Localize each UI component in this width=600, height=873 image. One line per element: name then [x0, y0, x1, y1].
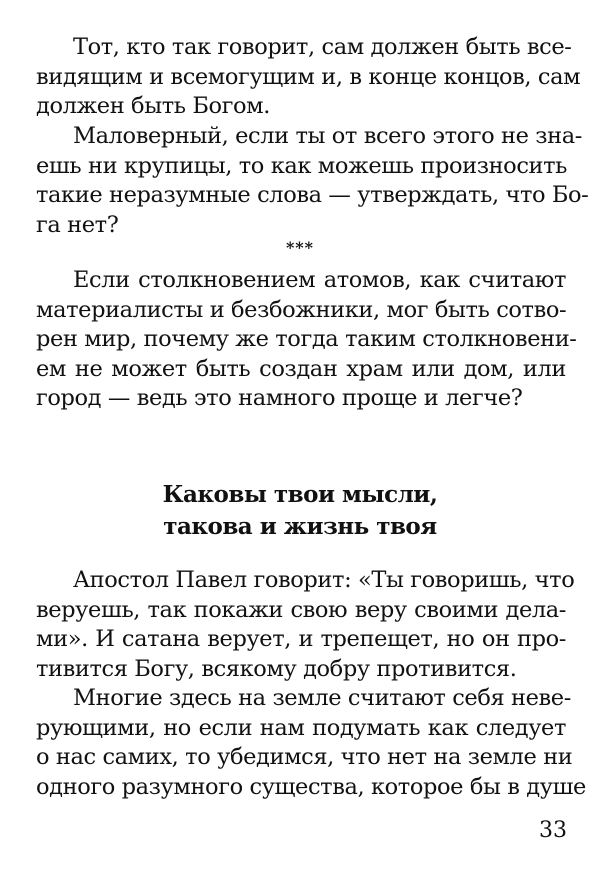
text-line: одного разумного существа, которое бы в душе [36, 773, 586, 800]
text-line: рующими, но если нам подумать как следует [36, 714, 566, 741]
text-line: видящим и всемогущим и, в конце концов, сам [36, 63, 581, 90]
text-line: веруешь, так покажи свою веру своими дела- [36, 596, 566, 623]
text-line: ми». И сатана верует, и трепещет, но он про- [36, 626, 566, 652]
text-line: материалисты и безбожники, мог быть сотво- [36, 296, 567, 323]
text-line: Многие здесь на земле считают себя неве- [73, 685, 571, 711]
text-line: о нас самих, то убедимся, что нет на земле ни [36, 744, 573, 770]
text-line: город — ведь это намного проще и легче? [36, 385, 523, 411]
section-heading [0, 479, 600, 543]
paragraph [36, 566, 575, 684]
paragraph [36, 684, 586, 802]
text-line: Маловерный, если ты от всего этого не зна- [73, 123, 582, 149]
paragraph [36, 266, 577, 414]
section-heading-line: Каковы твои мысли, [162, 481, 438, 508]
text-line: должен быть Богом. [36, 93, 271, 119]
text-line: га нет? [36, 211, 119, 238]
section-separator: *** [285, 238, 315, 257]
section-heading-line: такова и жизнь твоя [163, 513, 437, 540]
page-number: 33 [539, 818, 567, 843]
text-line: Апостол Павел говорит: «Ты говоришь, что [73, 567, 575, 593]
text-line: Если столкновением атомов, как считают [73, 267, 566, 293]
text-line: ешь ни крупицы, то как можешь произносить [36, 152, 568, 179]
text-line: Тот, кто так говорит, сам должен быть все- [73, 34, 572, 60]
text-line: рен мир, почему же тогда таким столкновени- [36, 326, 577, 352]
text-line: тивится Богу, всякому добру противится. [36, 655, 517, 682]
text-line: такие неразумные слова — утверждать, что Бо- [36, 182, 589, 208]
paragraph [36, 33, 581, 122]
paragraph [36, 122, 589, 240]
text-line: ем не может быть создан храм или дом, или [36, 355, 566, 382]
